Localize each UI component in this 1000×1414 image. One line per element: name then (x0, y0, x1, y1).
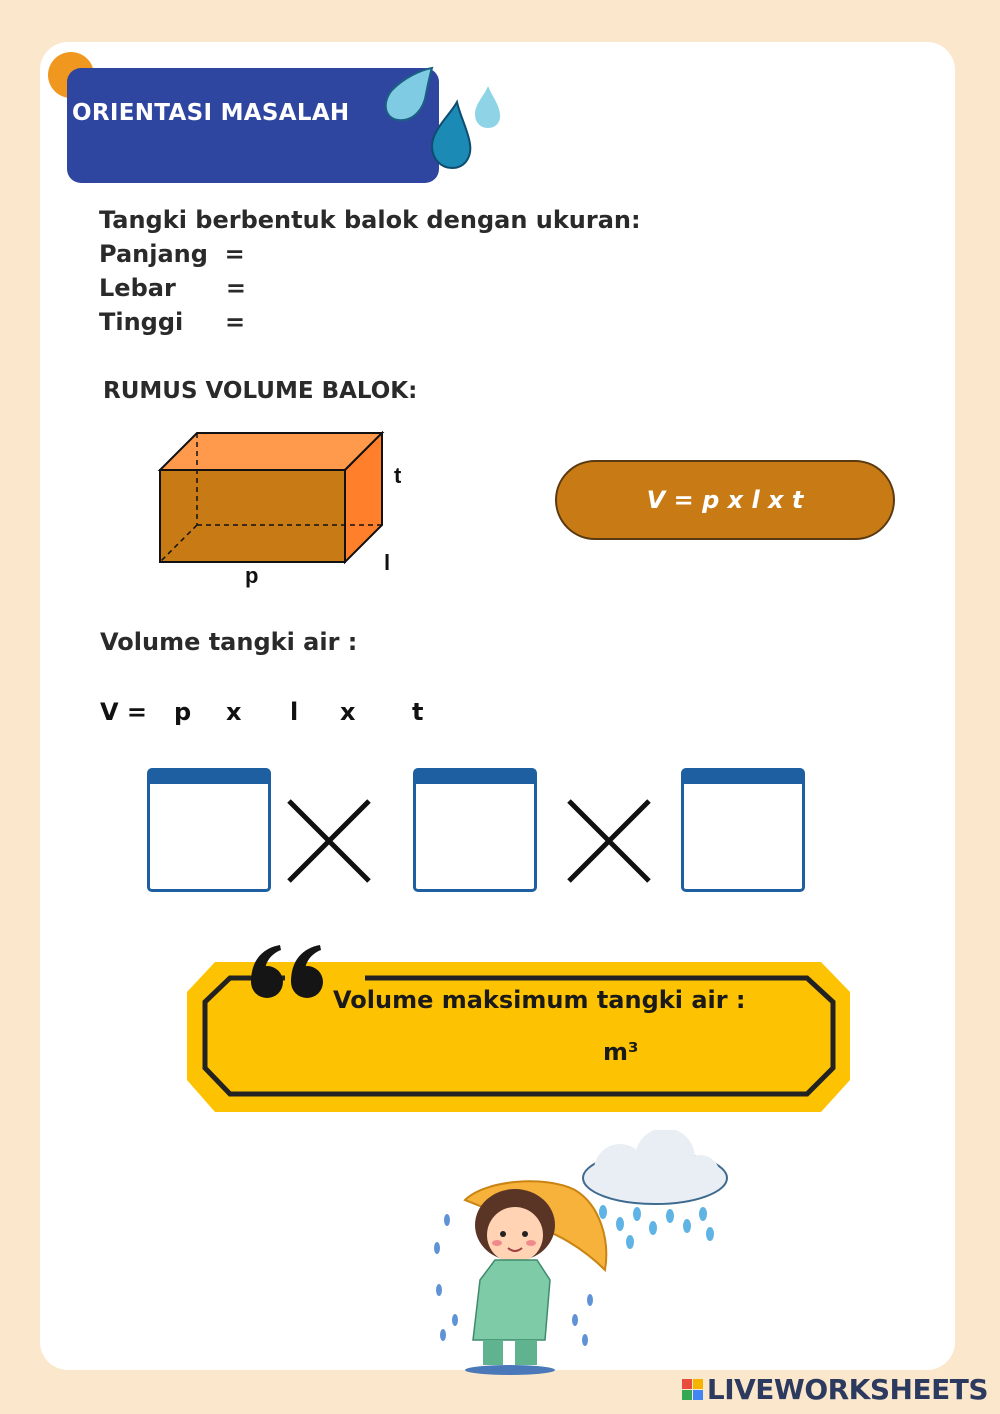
girl-umbrella-illustration (425, 1130, 735, 1380)
cuboid-front-face (160, 470, 345, 562)
formula-heading: RUMUS VOLUME BALOK: (103, 378, 418, 404)
formula-text: V = p x l x t (646, 486, 804, 514)
equation-t: t (412, 698, 424, 726)
dimension-t-label: t (394, 463, 402, 488)
length-input-box[interactable] (147, 768, 271, 892)
equation-l: l (290, 698, 299, 726)
liveworksheets-logo-icon (682, 1379, 703, 1400)
length-label: Panjang = (99, 240, 245, 268)
girl-figure (465, 1189, 555, 1375)
width-input-box[interactable] (413, 768, 537, 892)
equation-v: V = (100, 698, 148, 726)
width-label: Lebar = (99, 274, 247, 302)
dimension-l-label: l (384, 550, 391, 575)
formula-pill (555, 460, 895, 540)
multiply-icon (563, 795, 655, 887)
height-input-box[interactable] (681, 768, 805, 892)
height-label: Tinggi = (99, 308, 246, 336)
footer-brand-text: LIVEWORKSHEETS (706, 1373, 988, 1406)
multiply-icon (283, 795, 375, 887)
cuboid-top-face (160, 433, 382, 470)
equation-p: p (174, 698, 192, 726)
banner-title: ORIENTASI MASALAH (72, 100, 350, 126)
max-volume-label: Volume maksimum tangki air : (333, 986, 746, 1014)
tank-size-heading: Tangki berbentuk balok dengan ukuran: (99, 206, 641, 234)
tank-size-block (99, 203, 641, 339)
result-quote-frame (185, 940, 853, 1115)
equation-x1: x (226, 698, 242, 726)
equation-x2: x (340, 698, 356, 726)
cuboid-diagram (150, 425, 420, 590)
water-drops-icon (380, 60, 510, 175)
rain-cloud-icon (583, 1130, 727, 1249)
volume-unit: m³ (603, 1038, 639, 1066)
footer-brand (682, 1373, 988, 1406)
volume-label: Volume tangki air : (100, 628, 358, 656)
dimension-p-label: p (245, 563, 259, 588)
